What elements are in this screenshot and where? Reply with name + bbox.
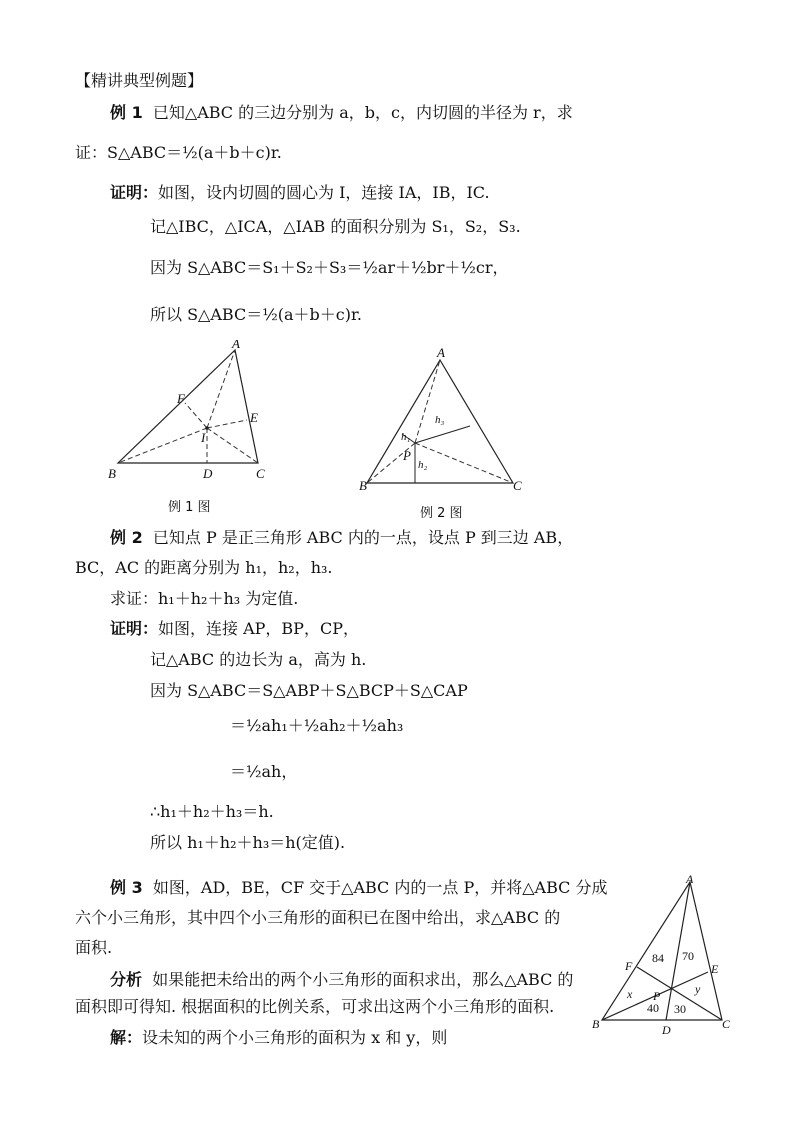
ex3-area-x: x [627,987,633,1001]
ex1-incenter-point [205,426,209,430]
ex2-segment-PC [415,443,513,483]
ex1-proof-text1: 如图，设内切圆的圆心为 I，连接 IA，IB，IC. [158,183,490,202]
section-title: 【精讲典型例题】 [75,71,204,90]
ex2-label-h3: h₃ [435,414,445,426]
ex2-label-C: C [513,478,522,493]
ex1-segment-IF [185,403,207,428]
ex2-label-P: P [403,448,411,463]
ex1-statement-line2: 证：S△ABC＝½(a＋b＋c)r. [75,143,282,162]
ex1-text1: 已知△ABC 的三边分别为 a，b，c，内切圆的半径为 r，求 [152,103,573,122]
ex1-label-F: F [177,391,185,406]
ex2-proof-line5: ＝½ah， [230,762,298,781]
ex1-figure-caption: 例 1 图 [168,500,211,515]
ex2-label-B: B [359,478,367,493]
ex2-figure [355,340,535,495]
ex1-proof-line3: 因为 S△ABC＝S₁＋S₂＋S₃＝½ar＋½br＋½cr， [150,258,509,277]
ex3-solution-label: 解： [110,1028,143,1047]
ex3-area-84: 84 [652,951,664,965]
ex3-label-E: E [711,962,719,976]
ex3-label-P: P [653,989,661,1003]
ex3-label: 例 3 [110,878,143,897]
ex3-label-D: D [662,1023,671,1037]
ex2-text1: 已知点 P 是正三角形 ABC 内的一点，设点 P 到三边 AB， [152,528,574,547]
ex2-proof-text1: 如图，连接 AP，BP，CP， [158,619,359,638]
ex3-statement-line1 [110,878,607,897]
ex3-label-C: C [722,1017,731,1031]
ex2-statement-line3: 求证：h₁＋h₂＋h₃ 为定值. [110,589,299,608]
ex2-proof-line6: ∴h₁＋h₂＋h₃＝h. [150,802,274,821]
ex2-label: 例 2 [110,528,143,547]
ex3-area-70: 70 [682,949,694,963]
ex1-label: 例 1 [110,103,143,122]
ex3-text1: 如图，AD，BE，CF 交于△ABC 内的一点 P，并将△ABC 分成 [152,878,608,897]
ex2-statement-line1 [110,528,573,547]
ex3-label-A: A [686,872,694,886]
ex2-proof-label: 证明： [110,619,159,638]
ex3-solution-text1: 设未知的两个小三角形的面积为 x 和 y，则 [142,1028,448,1047]
ex1-label-D: D [203,466,213,481]
ex3-area-30: 30 [674,1002,686,1016]
ex3-statement-line2: 六个小三角形，其中四个小三角形的面积已在图中给出，求△ABC 的 [75,908,561,927]
ex1-segment-IE [207,420,247,428]
ex3-figure [590,872,740,1042]
ex1-label-C: C [256,466,265,481]
ex3-label-B: B [592,1017,600,1031]
ex3-analysis-text1: 如果能把未给出的两个小三角形的面积求出，那么△ABC 的 [152,970,574,989]
ex3-analysis-line2: 面积即可得知. 根据面积的比例关系，可求出这两个小三角形的面积. [75,997,555,1016]
ex2-label-h1: h₁ [401,431,411,443]
ex1-segment-IB [118,428,207,463]
ex1-label-A: A [232,340,240,351]
ex2-statement-line2: BC，AC 的距离分别为 h₁，h₂，h₃. [75,558,333,577]
ex1-proof-label: 证明： [110,183,159,202]
ex2-segment-PA [415,360,440,443]
ex1-figure [100,340,280,485]
ex3-statement-line3: 面积. [75,938,113,957]
ex2-proof-line2: 记△ABC 的边长为 a，高为 h. [150,650,367,669]
ex1-label-B: B [108,466,116,481]
ex3-area-40: 40 [647,1001,659,1015]
ex2-label-h2: h₂ [418,459,428,471]
ex1-segment-IA [207,350,235,428]
ex2-perp-h3 [415,426,470,443]
ex1-segment-IC [207,428,258,463]
ex1-statement-line1 [110,103,573,122]
ex3-analysis-line1 [110,970,573,989]
ex2-proof-line7: 所以 h₁＋h₂＋h₃＝h(定值). [150,833,346,852]
ex2-figure-caption: 例 2 图 [420,506,463,521]
ex2-proof-line4: ＝½ah₁＋½ah₂＋½ah₃ [230,716,404,735]
ex2-label-A: A [437,345,445,360]
ex1-proof-line1 [110,183,490,202]
ex1-proof-line4: 所以 S△ABC＝½(a＋b＋c)r. [150,305,362,324]
ex1-proof-line2: 记△IBC，△ICA，△IAB 的面积分别为 S₁，S₂，S₃. [150,217,521,236]
ex3-solution-line1 [110,1028,447,1047]
ex2-proof-line3: 因为 S△ABC＝S△ABP＋S△BCP＋S△CAP [150,681,468,700]
ex1-label-E: E [250,410,258,425]
ex3-analysis-label: 分析 [110,970,143,989]
ex2-proof-line1 [110,619,359,638]
ex1-label-I: I [201,430,206,445]
ex3-label-F: F [625,959,633,973]
ex3-area-y: y [695,982,701,996]
